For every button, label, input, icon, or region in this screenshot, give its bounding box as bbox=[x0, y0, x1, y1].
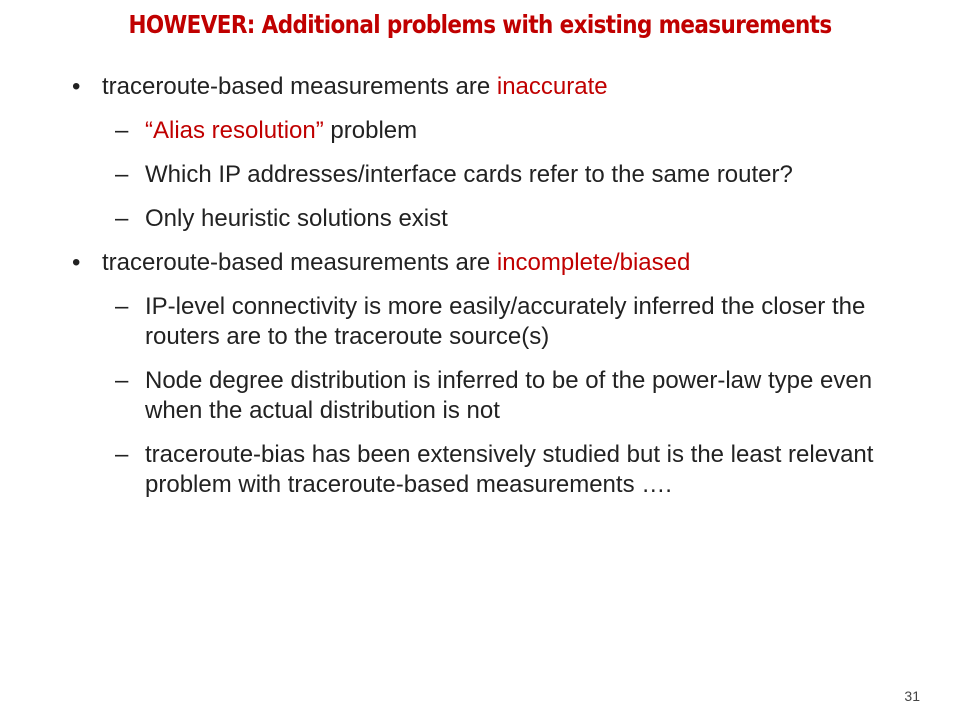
bullet-inaccurate bbox=[72, 72, 902, 102]
sub-bullet-highlight: “Alias resolution” bbox=[145, 117, 324, 144]
sub-bullet-heuristic: – Only heuristic solutions exist bbox=[115, 204, 902, 234]
slide-title: HOWEVER: Additional problems with existing measurements bbox=[128, 10, 832, 39]
bullet-text: traceroute-based measurements are bbox=[102, 249, 497, 276]
bullet-incomplete bbox=[72, 248, 902, 278]
sub-bullet-alias-resolution bbox=[115, 116, 902, 146]
slide-content bbox=[72, 72, 902, 514]
sub-bullet-node-degree: – Node degree distribution is inferred to be of the power-law type even when the actual distribution is not bbox=[115, 366, 902, 426]
bullet-text: traceroute-based measurements are bbox=[102, 73, 497, 100]
sub-bullet-ip-level-connectivity: – IP-level connectivity is more easily/accurately inferred the closer the routers are to the traceroute source(s) bbox=[115, 292, 902, 352]
bullet-highlight: inaccurate bbox=[496, 73, 608, 100]
page-number: 31 bbox=[904, 688, 920, 704]
bullet-highlight: incomplete/biased bbox=[496, 249, 691, 276]
sub-bullet-ip-addresses: – Which IP addresses/interface cards refer to the same router? bbox=[115, 160, 902, 190]
sub-bullet-suffix: problem bbox=[323, 117, 418, 144]
sub-bullet-traceroute-bias: – traceroute-bias has been extensively studied but is the least relevant problem with traceroute-based measurements …. bbox=[115, 440, 902, 500]
